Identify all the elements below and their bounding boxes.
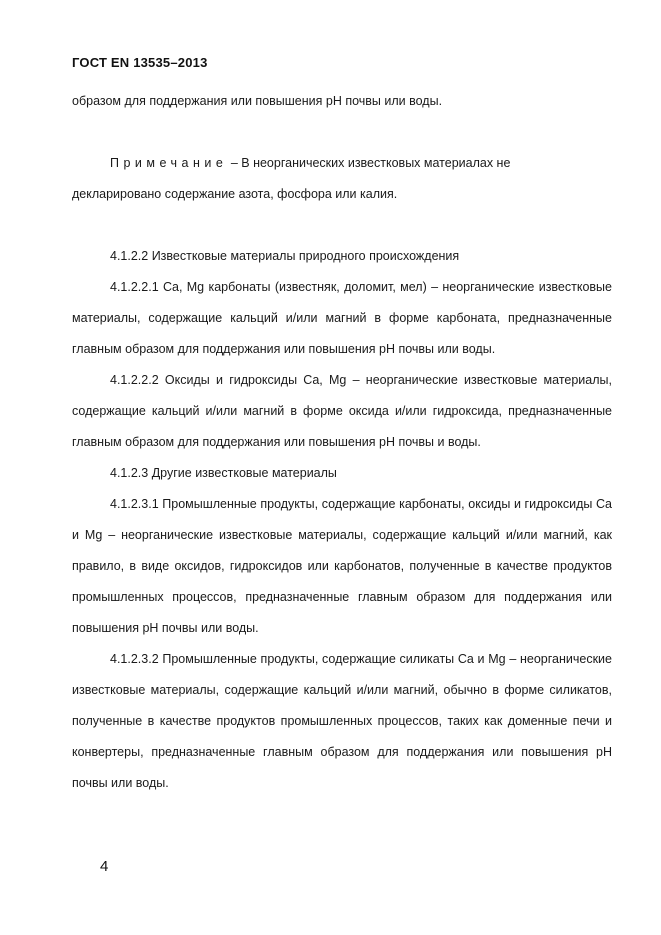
section-4-1-2-2-2: 4.1.2.2.2 Оксиды и гидроксиды Ca, Mg – неорганические известковые материалы, содержащие кальций и/или магний в форме оксида и/или гидроксида, предназначенные главным образом для поддержания или повышения pH почвы и воды. — [72, 373, 612, 449]
document-header: ГОСТ EN 13535–2013 — [72, 55, 208, 70]
page-number: 4 — [100, 858, 109, 875]
spacer — [72, 117, 612, 148]
note-paragraph — [72, 148, 612, 179]
note-label: Примечание — [110, 156, 228, 170]
section-4-1-2-3-2: 4.1.2.3.2 Промышленные продукты, содержащие силикаты Ca и Mg – неорганические известковые материалы, содержащие кальций и/или магний, обычно в форме силикатов, полученные в качестве продуктов промышленных процессов, таких как доменные печи и конвертеры, предназначенные главным образом для поддержания или повышения pH почвы или воды. — [72, 652, 612, 790]
section-heading-4-1-2-3: 4.1.2.3 Другие известковые материалы — [110, 466, 337, 480]
section-heading-4-1-2-2: 4.1.2.2 Известковые материалы природного происхождения — [110, 249, 460, 263]
document-body — [72, 86, 612, 799]
section-4-1-2-2-1: 4.1.2.2.1 Ca, Mg карбонаты (известняк, доломит, мел) – неорганические известковые материалы, содержащие кальций и/или магний в форме карбоната, предназначенные главным образом для поддержания или повышения pH почвы или воды. — [72, 280, 612, 356]
paragraph-intro: образом для поддержания или повышения pH почвы или воды. — [72, 94, 443, 108]
note-text-line2: декларировано содержание азота, фосфора или калия. — [72, 187, 398, 201]
note-text-line1: В неорганических известковых материалах не — [241, 156, 511, 170]
section-4-1-2-3-1: 4.1.2.3.1 Промышленные продукты, содержащие карбонаты, оксиды и гидроксиды Ca и Mg – неорганические известковые материалы, содержащие кальций и/или магний, как правило, в виде оксидов, гидроксидов или карбонатов, полученные в качестве продуктов промышленных процессов, предназначенные главным образом для поддержания или повышения pH почвы или воды. — [72, 497, 612, 635]
spacer — [72, 210, 612, 241]
note-dash: – — [227, 156, 242, 170]
